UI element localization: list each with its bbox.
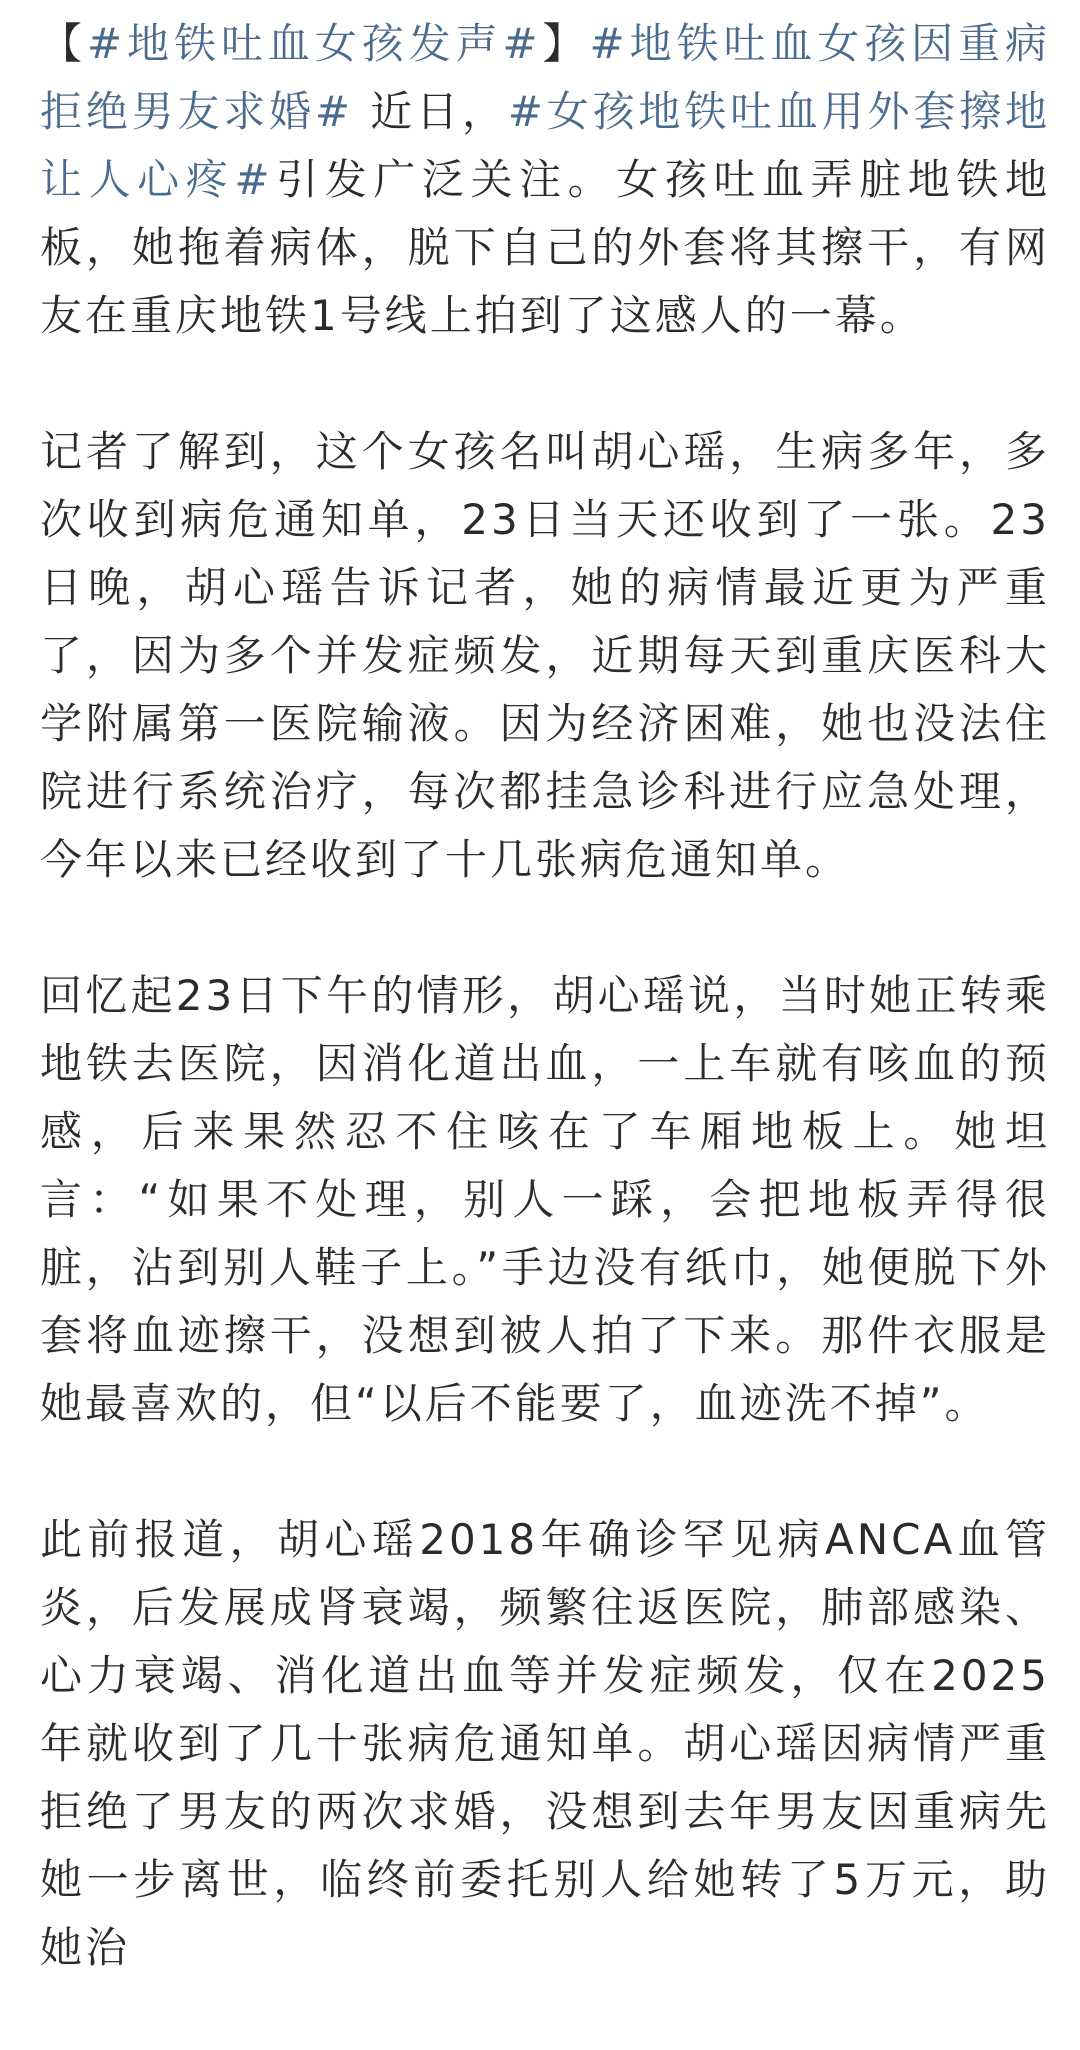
hashtag-link-1[interactable]: #地铁吐血女孩发声# xyxy=(86,19,541,68)
paragraph-1-text-a: 近日， xyxy=(353,87,508,136)
paragraph-1-text-b: 引发广泛关注。女孩吐血弄脏地铁地板，她拖着病体，脱下自己的外套将其擦干，有网友在重庆地铁1号线上拍到了这感人的一幕。 xyxy=(40,155,1050,340)
article-body xyxy=(40,10,1050,2050)
paragraph-2: 记者了解到，这个女孩名叫胡心瑶，生病多年，多次收到病危通知单，23日当天还收到了一张。23日晚，胡心瑶告诉记者，她的病情最近更为严重了，因为多个并发症频发，近期每天到重庆医科大学附属第一医院输液。因为经济困难，她也没法住院进行系统治疗，每次都挂急诊科进行应急处理，今年以来已经收到了十几张病危通知单。 xyxy=(40,427,1050,884)
bracket-close: 】 xyxy=(540,19,590,68)
paragraph-4: 此前报道，胡心瑶2018年确诊罕见病ANCA血管炎，后发展成肾衰竭，频繁往返医院，肺部感染、心力衰竭、消化道出血等并发症频发，仅在2025年就收到了几十张病危通知单。胡心瑶因病情严重拒绝了男友的两次求婚，没想到去年男友因重病先她一步离世，临终前委托别人给她转了5万元，助她治 xyxy=(40,1515,1050,1972)
hashtag-link-3[interactable]: #女孩地铁吐血用外套擦地让人心疼# xyxy=(40,87,1050,204)
paragraph-3: 回忆起23日下午的情形，胡心瑶说，当时她正转乘地铁去医院，因消化道出血，一上车就有咳血的预感，后来果然忍不住咳在了车厢地板上。她坦言：“如果不处理，别人一踩，会把地板弄得很脏，沾到别人鞋子上。”手边没有纸巾，她便脱下外套将血迹擦干，没想到被人拍了下来。那件衣服是她最喜欢的，但“以后不能要了，血迹洗不掉”。 xyxy=(40,971,1050,1428)
paragraph-1 xyxy=(40,10,1050,350)
bracket-open: 【 xyxy=(40,19,87,68)
hashtag-link-2[interactable]: #地铁吐血女孩因重病拒绝男友求婚# xyxy=(40,19,1050,136)
